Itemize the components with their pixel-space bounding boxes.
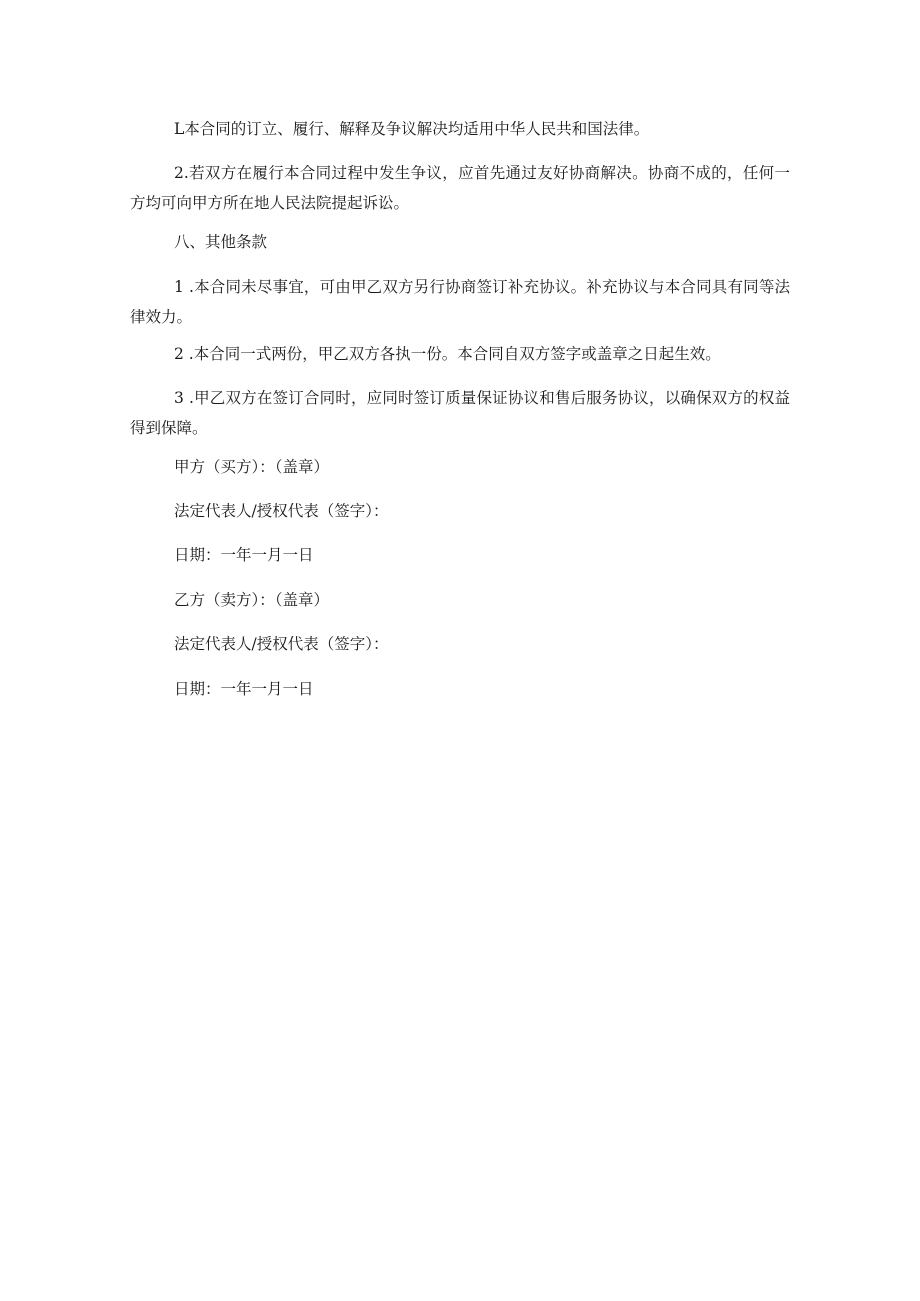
law-clause-1: L本合同的订立、履行、解释及争议解决均适用中华人民共和国法律。 [174, 120, 650, 138]
party-b-line: 乙方（卖方）：（盖章） [174, 591, 330, 609]
party-a-representative-line: 法定代表人/授权代表（签字）： [174, 502, 389, 520]
law-clause-2: 2.若双方在履行本合同过程中发生争议，应首先通过友好协商解决。协商不成的，任何一方均可向甲方所在地人民法院提起诉讼。 [130, 164, 790, 212]
party-b-date-line: 日期：一年一月一日 [174, 680, 314, 698]
party-b-representative-line: 法定代表人/授权代表（签字）： [174, 635, 389, 653]
section-heading: 八、其他条款 [174, 233, 268, 251]
party-a-line: 甲方（买方）：（盖章） [174, 458, 330, 476]
other-clause-3: 3 .甲乙双方在签订合同时，应同时签订质量保证协议和售后服务协议，以确保双方的权益得到保障。 [130, 389, 790, 437]
other-clause-2: 2 .本合同一式两份，甲乙双方各执一份。本合同自双方签字或盖章之日起生效。 [174, 345, 721, 363]
other-clause-1: 1 .本合同未尽事宜，可由甲乙双方另行协商签订补充协议。补充协议与本合同具有同等法律效力。 [130, 278, 790, 326]
party-a-date-line: 日期：一年一月一日 [174, 546, 314, 564]
